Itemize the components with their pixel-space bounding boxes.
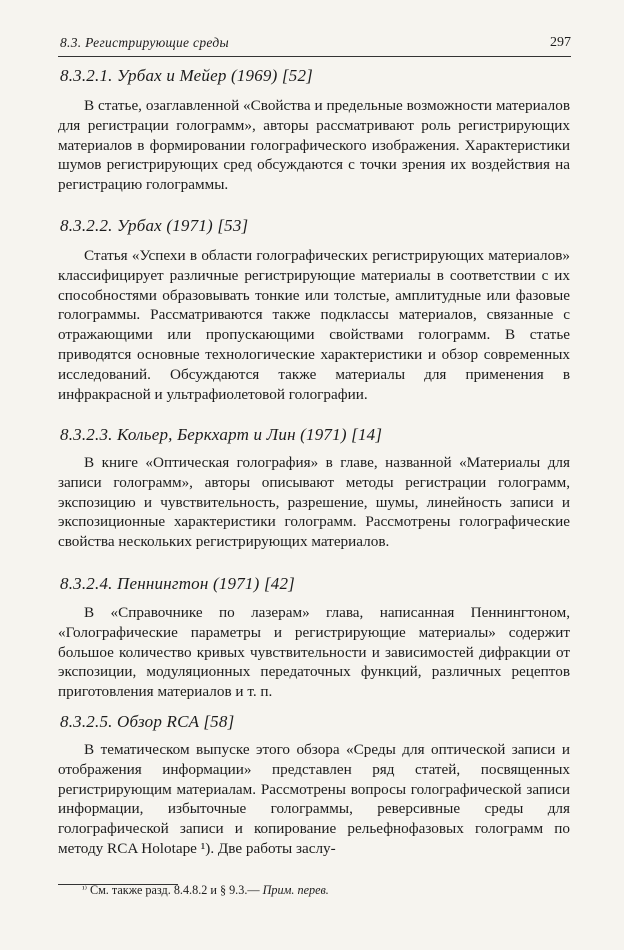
section-paragraph: В «Справочнике по лазерам» глава, написанная Пеннингтоном, «Голографические параметры и регистрирующие материалы» содержит большое количество кривых чувствительности и зависимостей дифракции от экспозиции, модуляционных передаточных функций, различных рецептов приготовления материалов и т. п. xyxy=(58,604,570,701)
footnote xyxy=(82,882,329,898)
section-heading: 8.3.2.4. Пеннингтон (1971) [42] xyxy=(60,574,295,593)
footnote-text: См. также разд. 8.4.8.2 и § 9.3.— xyxy=(89,883,260,897)
section-heading: 8.3.2.1. Урбах и Мейер (1969) [52] xyxy=(60,66,313,85)
footnote-credit: Прим. перев. xyxy=(262,883,329,897)
section-paragraph: В книге «Оптическая голография» в главе, названной «Материалы для записи голограмм», авторы описывают методы регистрации голограмм, экспозицию и чувствительность, разрешение, шумы, линейность записи и экспозиционные характеристики голограмм. Рассмотрены голографические свойства нескольких регистрирующих материалов. xyxy=(58,454,570,551)
section-paragraph: В тематическом выпуске этого обзора «Среды для оптической записи и отображения информации» представлен ряд статей, посвященных регистрирующим материалам. Рассмотрены вопросы голографической записи информации, избыточные голограммы, реверсивные среды для голографической записи и копирование рельефнофазовых голограмм по методу RCA Holotape ¹). Две работы заслу- xyxy=(58,741,570,857)
page-number: 297 xyxy=(550,35,571,50)
section-heading: 8.3.2.3. Кольер, Беркхарт и Лин (1971) [14] xyxy=(60,425,383,444)
footnote-marker: ¹⁾ xyxy=(82,884,87,894)
section-heading: 8.3.2.5. Обзор RCA [58] xyxy=(60,712,235,731)
section-paragraph: Статья «Успехи в области голографических регистрирующих материалов» классифицирует различные регистрирующие материалы в соответствии с их способностями образовывать тонкие или толстые, амплитудные или фазовые голограммы. Рассматриваются также подклассы материалов, связанные с отражающими или пропускающими свойствами голограмм. В статье приводятся основные технологические характеристики и обзор современных исследований. Обсуждаются также материалы для применения в инфракрасной и ультрафиолетовой голографии. xyxy=(58,247,570,403)
section-heading: 8.3.2.2. Урбах (1971) [53] xyxy=(60,216,249,235)
running-title: 8.3. Регистрирующие среды xyxy=(60,35,229,50)
section-paragraph: В статье, озаглавленной «Свойства и предельные возможности материалов для регистрации голограмм», авторы рассматривают роль регистрирующих материалов в формировании голографического изображения. Характеристики шумов регистрирующих сред обсуждаются с точки зрения их воздействия на регистрацию голограммы. xyxy=(58,97,570,194)
running-header xyxy=(58,32,571,57)
